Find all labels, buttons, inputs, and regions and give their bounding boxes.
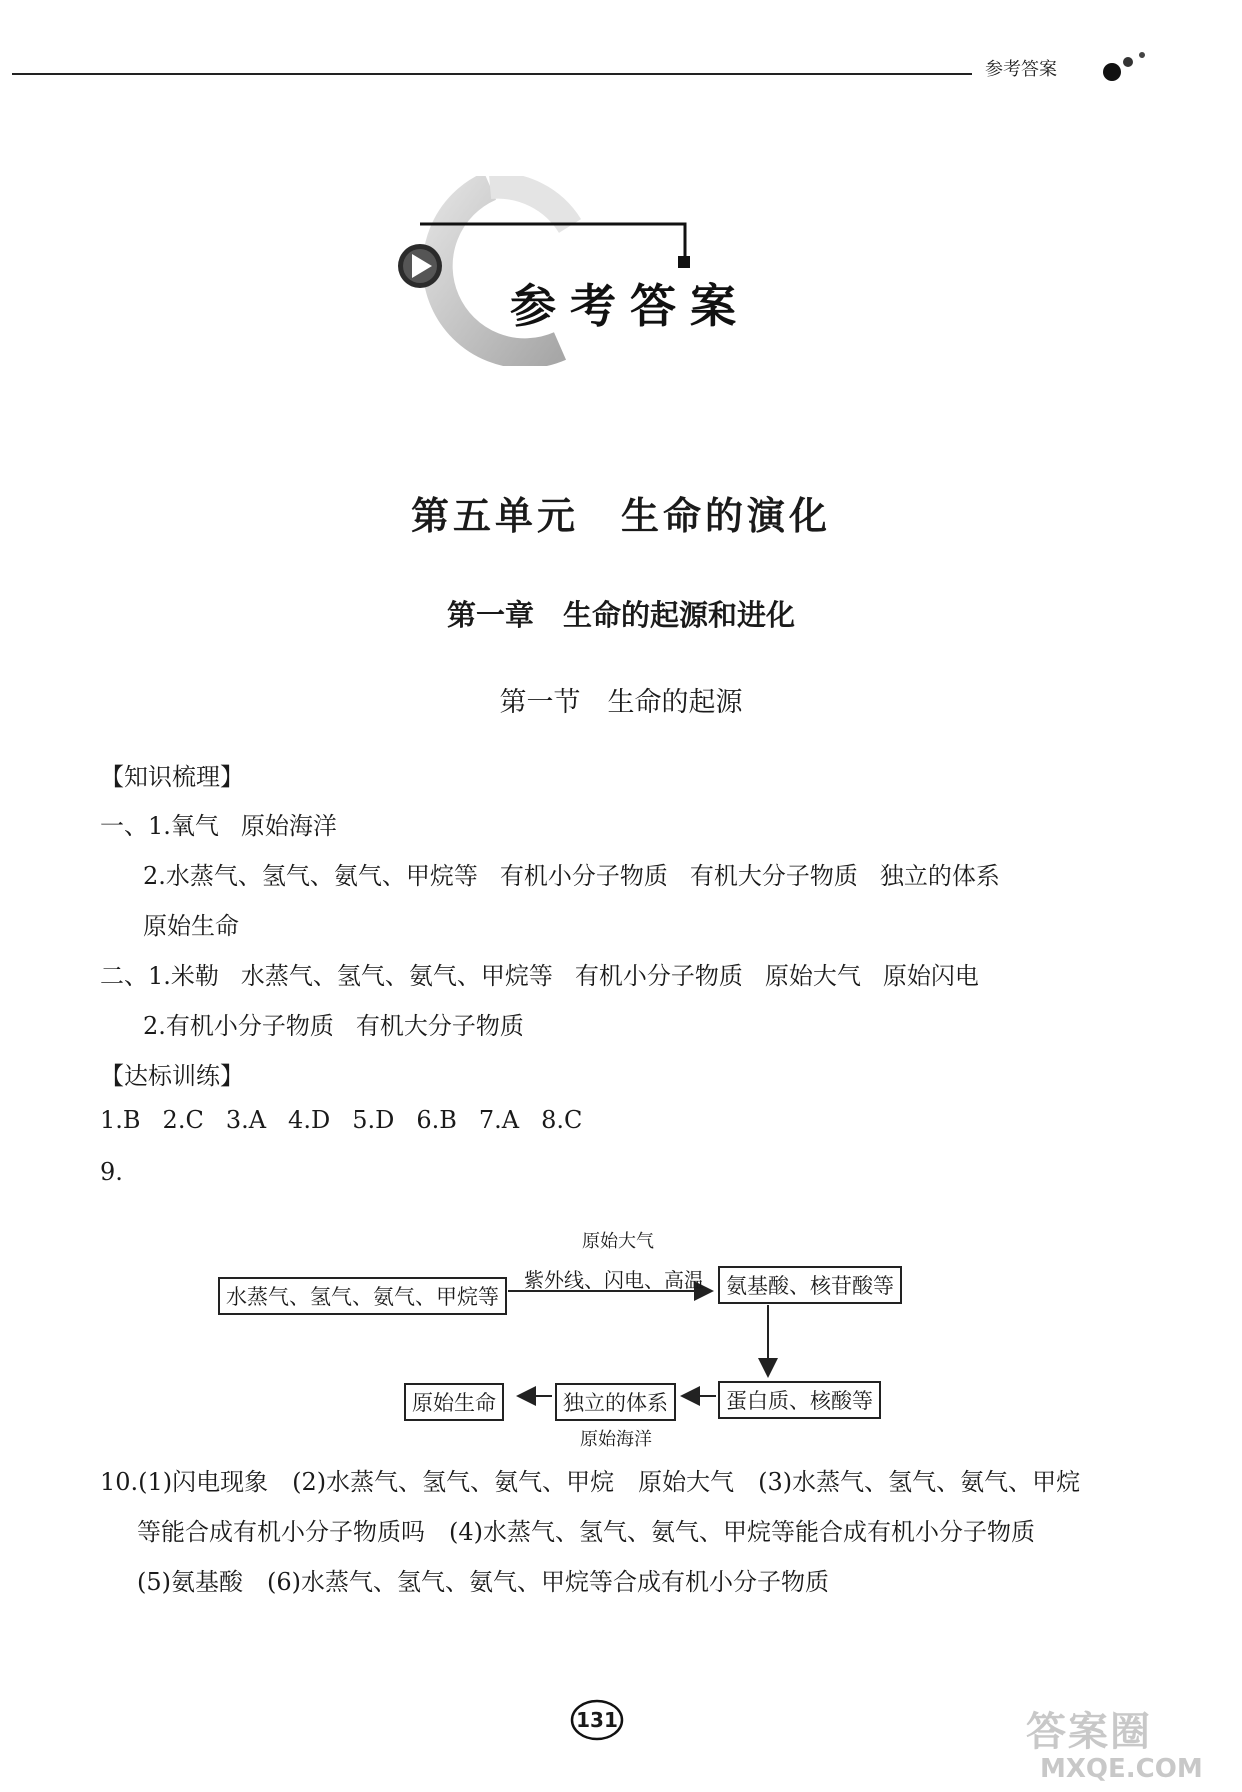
chapter-title: 第一章 生命的起源和进化 [446, 598, 795, 632]
unit-title: 第五单元 生命的演化 [410, 493, 831, 538]
knowledge-line-4: 二、1.米勒 水蒸气、氢气、氨气、甲烷等 有机小分子物质 原始大气 原始闪电 [100, 962, 979, 990]
header-label: 参考答案 [985, 59, 1057, 80]
banner-title: 参考答案 [510, 279, 750, 333]
diagram-arrow-label: 紫外线、闪电、高温 [524, 1268, 704, 1292]
training-answers: 1.B 2.C 3.A 4.D 5.D 6.B 7.A 8.C [100, 1106, 583, 1134]
watermark-url: MXQE.COM [1040, 1754, 1203, 1784]
page-number: 131 [576, 1708, 618, 1732]
question-10-line-1: 10.(1)闪电现象 (2)水蒸气、氢气、氨气、甲烷 原始大气 (3)水蒸气、氢气、氨气、甲烷 [100, 1468, 1081, 1496]
diagram-box-amino-acids: 氨基酸、核苷酸等 [718, 1266, 902, 1304]
training-heading: 【达标训练】 [100, 1062, 244, 1090]
question-10-line-2: 等能合成有机小分子物质吗 (4)水蒸气、氢气、氨气、甲烷等能合成有机小分子物质 [137, 1518, 1035, 1546]
knowledge-line-5: 2.有机小分子物质 有机大分子物质 [143, 1012, 524, 1040]
knowledge-heading: 【知识梳理】 [100, 763, 244, 791]
diagram-box-independent-system: 独立的体系 [555, 1383, 676, 1421]
knowledge-line-2: 2.水蒸气、氢气、氨气、甲烷等 有机小分子物质 有机大分子物质 独立的体系 [143, 862, 1000, 890]
question-9-label: 9. [100, 1158, 123, 1186]
watermark [1020, 1700, 1242, 1792]
watermark-logo: 答案圈 [1026, 1709, 1152, 1755]
diagram-bottom-label: 原始海洋 [580, 1429, 652, 1450]
knowledge-line-1: 一、1.氧气 原始海洋 [100, 812, 337, 840]
diagram-box-primitive-life: 原始生命 [404, 1383, 504, 1421]
section-title: 第一节 生命的起源 [499, 687, 743, 718]
question-10-line-3: (5)氨基酸 (6)水蒸气、氢气、氨气、甲烷等合成有机小分子物质 [137, 1568, 829, 1596]
diagram-box-gases: 水蒸气、氢气、氨气、甲烷等 [218, 1277, 507, 1315]
diagram-top-label: 原始大气 [582, 1231, 654, 1252]
knowledge-line-3: 原始生命 [143, 912, 239, 940]
diagram-box-proteins: 蛋白质、核酸等 [718, 1381, 881, 1419]
